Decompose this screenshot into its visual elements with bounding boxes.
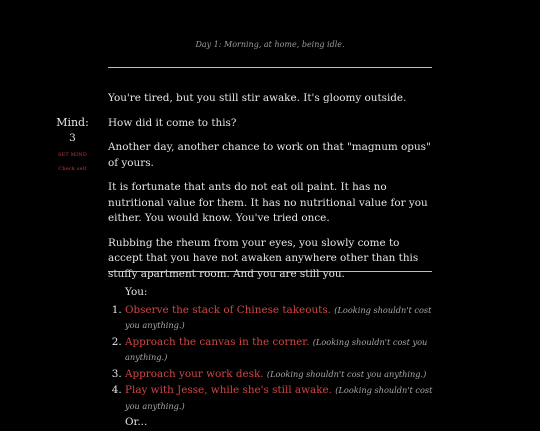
story-paragraph: Rubbing the rheum from your eyes, you slowly come to accept that you have not awaken anywhere other than this stuffy apartment room. And you are still you. bbox=[108, 236, 419, 280]
story-paragraph: Another day, another chance to work on that "magnum opus" of yours. bbox=[108, 141, 431, 169]
day-header: Day 1: Morning, at home, being idle. bbox=[195, 40, 345, 49]
choices-intro: You: bbox=[125, 286, 148, 298]
choice-link-takeouts[interactable]: Observe the stack of Chinese takeouts. bbox=[125, 303, 331, 316]
choice-item-takeouts bbox=[125, 303, 434, 334]
choice-link-jesse[interactable]: Play with Jesse, while she's still awake. bbox=[125, 384, 332, 396]
story-paragraph: It is fortunate that ants do not eat oil paint. It has no nutritional value for them. It has no nutritional value for you either. You would know. You've tried once. bbox=[108, 181, 428, 224]
choice-item-canvas bbox=[125, 335, 434, 366]
choice-item-desk bbox=[125, 367, 434, 383]
choices-panel bbox=[108, 285, 434, 431]
check-self-link[interactable]: Check self bbox=[58, 166, 87, 172]
choice-link-desk[interactable]: Approach your work desk. bbox=[125, 367, 264, 380]
choice-note: (Looking shouldn't cost you anything.) bbox=[125, 304, 432, 330]
choices-outro: Or... bbox=[125, 416, 148, 428]
choice-note: (Looking shouldn't cost you anything.) bbox=[125, 336, 428, 362]
story-paragraph: How did it come to this? bbox=[108, 116, 237, 129]
choice-note: (Looking shouldn't cost you anything.) bbox=[125, 385, 433, 411]
choice-link-canvas[interactable]: Approach the canvas in the corner. bbox=[125, 335, 310, 348]
set-mind-link[interactable]: SET MIND bbox=[57, 152, 88, 158]
choice-list bbox=[108, 303, 434, 415]
choice-item-jesse bbox=[125, 383, 434, 414]
story-text bbox=[108, 91, 434, 291]
choice-note: (Looking shouldn't cost you anything.) bbox=[266, 368, 427, 379]
stats-sidebar bbox=[50, 116, 95, 172]
choices-divider bbox=[108, 271, 432, 272]
mind-label: Mind: bbox=[56, 116, 89, 129]
mind-value: 3 bbox=[69, 132, 76, 144]
story-paragraph: You're tired, but you still stir awake. It's gloomy outside. bbox=[108, 92, 407, 104]
top-divider bbox=[108, 67, 432, 68]
